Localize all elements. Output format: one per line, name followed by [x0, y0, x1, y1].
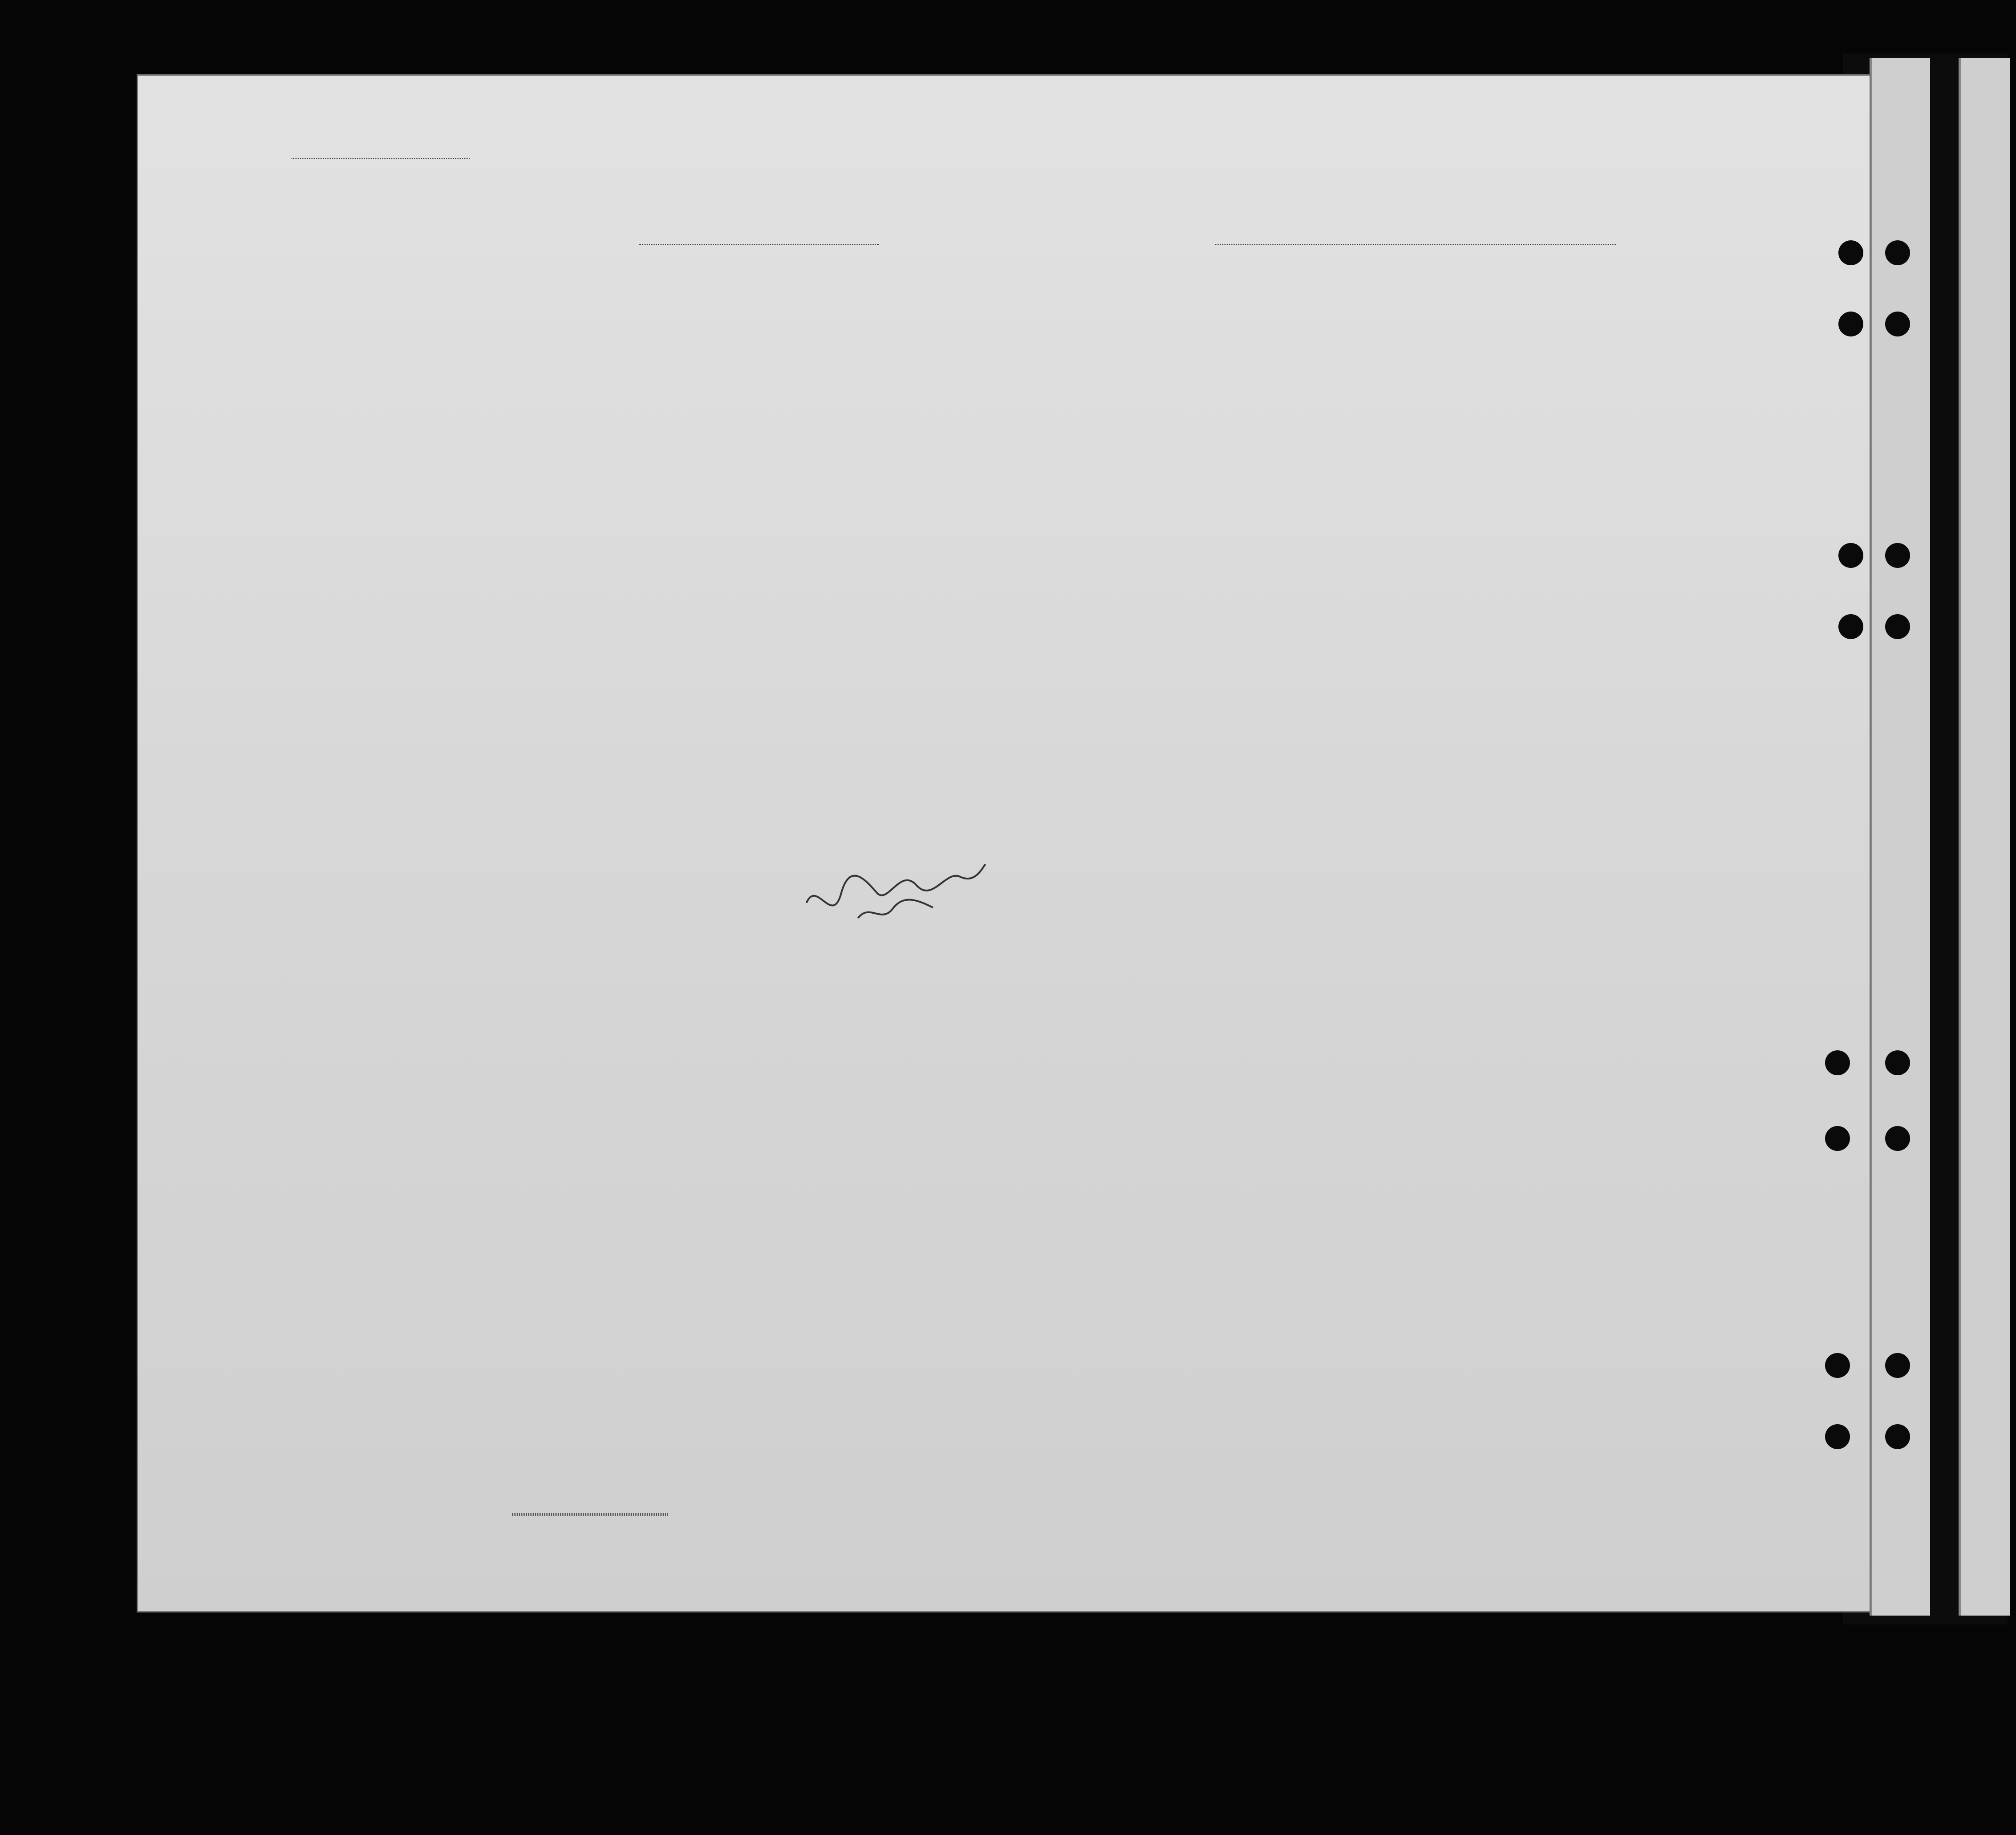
binder-hole [1885, 614, 1910, 639]
manifest-grid [138, 76, 1870, 1611]
binder-hole [1885, 1126, 1910, 1151]
manifest-sheet [138, 76, 1870, 1611]
aliens-label [369, 1515, 485, 1516]
next-page-edge [1870, 58, 1930, 1616]
aliens-field [512, 1515, 668, 1516]
binder-hole [1885, 543, 1910, 568]
binder-hole [1838, 312, 1863, 336]
binder-hole [1825, 1050, 1850, 1075]
binder-hole [1885, 1424, 1910, 1449]
binder-hole [1885, 240, 1910, 265]
binder-hole [1825, 1126, 1850, 1151]
binder-hole [1838, 240, 1863, 265]
binder-hole [1885, 1050, 1910, 1075]
binder-hole [1838, 543, 1863, 568]
binder-hole [1885, 1353, 1910, 1378]
binder-hole [1825, 1353, 1850, 1378]
binder-hole [1838, 614, 1863, 639]
binder-hole [1825, 1424, 1850, 1449]
totals [369, 1513, 668, 1516]
binder-hole [1885, 312, 1910, 336]
next-page-edge-2 [1959, 58, 2010, 1616]
